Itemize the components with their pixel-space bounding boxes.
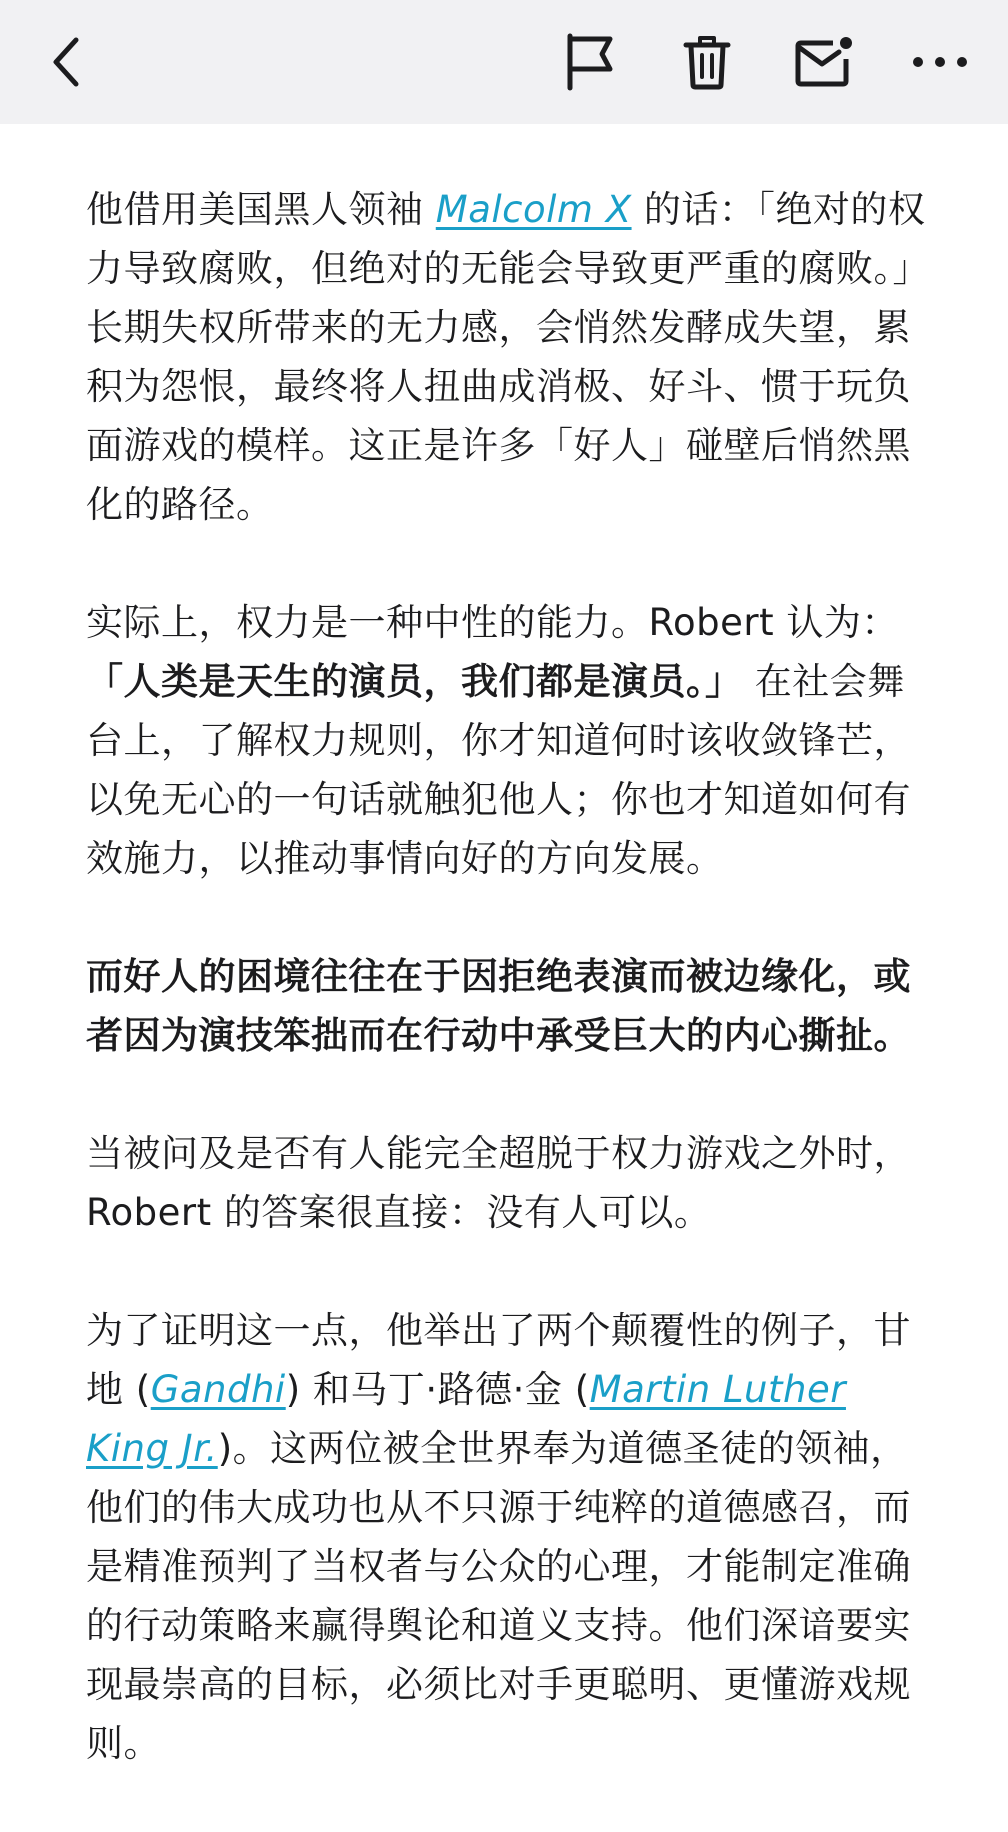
text-segment: 的话：「绝对的权力导致腐败，但绝对的无能会导致更严重的腐败。」长期失权所带来的无力感，会悄然发酵成失望，累积为怨恨，最终将人扭曲成消极、好斗、惯于玩负面游戏的模样。这正是许多「好人」碰壁后悄然黑化的路径。 (86, 188, 930, 526)
bold-quote: 「人类是天生的演员，我们都是演员。」 (86, 660, 743, 703)
paragraph-4 (86, 1124, 936, 1242)
chevron-left-icon (46, 34, 86, 90)
paragraph-1 (86, 180, 936, 534)
text-segment: 他借用美国黑人领袖 (86, 188, 436, 231)
more-button[interactable] (900, 22, 980, 102)
trash-icon (682, 33, 732, 91)
text-segment: )。这两位被全世界奉为道德圣徒的领袖，他们的伟大成功也从不只源于纯粹的道德感召，而是精准预判了当权者与公众的心理，才能制定准确的行动策略来赢得舆论和道义支持。他们深谙要实现最崇高的目标，必须比对手更聪明、更懂游戏规则。 (86, 1427, 911, 1765)
envelope-dot-icon (793, 35, 855, 89)
paragraph-5 (86, 1301, 936, 1773)
email-toolbar (0, 0, 1008, 124)
flag-icon (562, 32, 618, 92)
paragraph-3 (86, 947, 936, 1065)
back-button[interactable] (26, 22, 106, 102)
link-malcolm-x[interactable]: Malcolm X (435, 188, 632, 231)
text-segment: 实际上，权力是一种中性的能力。Robert 认为： (86, 601, 899, 644)
text-segment: 当被问及是否有人能完全超脱于权力游戏之外时，Robert 的答案很直接：没有人可以。 (86, 1132, 911, 1234)
paragraph-2 (86, 593, 936, 888)
link-gandhi[interactable]: Gandhi (150, 1368, 286, 1411)
text-segment: 为了证明这一点，他举出了两个颠覆性的例子，甘地 ( (86, 1309, 911, 1411)
flag-button[interactable] (550, 22, 630, 102)
text-segment: ) 和马丁·路德·金 ( (285, 1368, 590, 1411)
delete-button[interactable] (667, 22, 747, 102)
bold-statement: 而好人的困境往往在于因拒绝表演而被边缘化，或者因为演技笨拙而在行动中承受巨大的内心撕扯。 (86, 955, 911, 1057)
email-body (86, 124, 936, 1832)
mark-unread-button[interactable] (784, 22, 864, 102)
text-segment: 在社会舞台上，了解权力规则，你才知道何时该收敛锋芒，以免无心的一句话就触犯他人；你也才知道如何有效施力，以推动事情向好的方向发展。 (86, 660, 911, 880)
link-martin-luther-king[interactable]: Martin Luther King Jr. (86, 1368, 846, 1470)
ellipsis-icon (910, 54, 970, 70)
